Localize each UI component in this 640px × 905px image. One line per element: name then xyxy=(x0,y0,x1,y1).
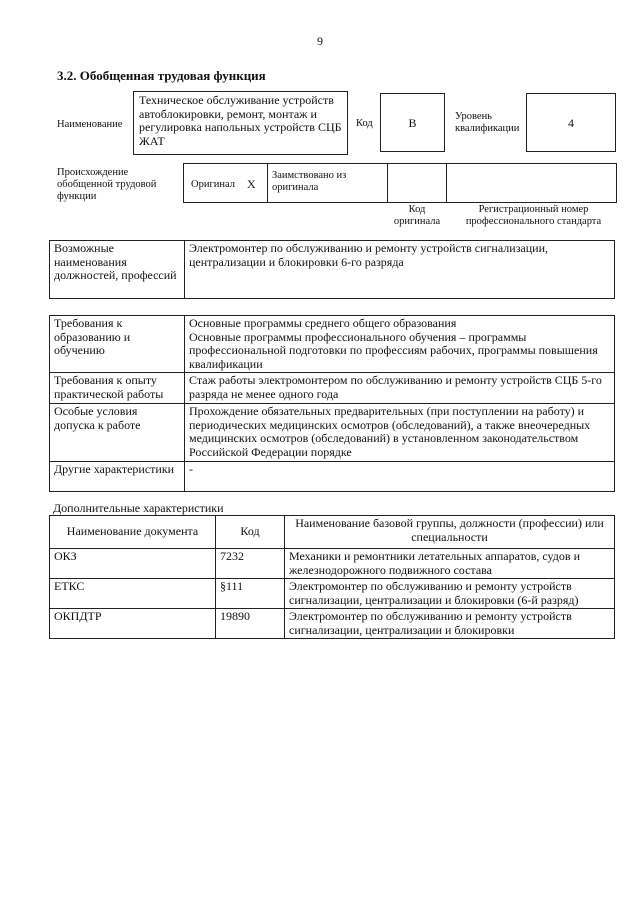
additional-table xyxy=(49,515,615,639)
page-number: 9 xyxy=(317,34,323,48)
borrowed-label: Заимствовано из оригинала xyxy=(272,170,347,193)
additional-row xyxy=(50,549,615,579)
document-code: 7232 xyxy=(216,549,285,579)
additional-row xyxy=(50,579,615,609)
section-title: 3.2. Обобщенная трудовая функция xyxy=(57,68,266,83)
code-label: Код xyxy=(356,118,373,129)
requirement-row xyxy=(50,373,615,404)
code-value: B xyxy=(408,116,417,130)
requirement-row xyxy=(50,462,615,492)
name-value: Техническое обслуживание устройств автоблокировки, ремонт, монтаж и регулировка напольных устройств СЦБ ЖАТ xyxy=(139,93,342,148)
requirement-label: Особые условия допуска к работе xyxy=(50,404,185,462)
column-header: Наименование документа xyxy=(50,516,216,549)
reg-number-caption: Регистрационный номер профессионального стандарта xyxy=(465,204,602,227)
additional-title: Дополнительные характеристики xyxy=(53,501,224,515)
requirement-value: - xyxy=(185,462,615,492)
requirement-row xyxy=(50,316,615,373)
code-original-caption: Код оригинала xyxy=(393,204,441,227)
level-value-box xyxy=(526,93,616,152)
name-label: Наименование xyxy=(57,119,123,130)
group-name: Электромонтер по обслуживанию и ремонту устройств сигнализации, централизации и блокировки (6-й разряд) xyxy=(285,579,615,609)
group-name: Электромонтер по обслуживанию и ремонту устройств сигнализации, централизации и блокировки xyxy=(285,609,615,639)
level-label: Уровень квалификации xyxy=(455,111,520,134)
additional-row xyxy=(50,609,615,639)
positions-table xyxy=(49,240,615,299)
group-name: Механики и ремонтники летательных аппаратов, судов и железнодорожного подвижного состава xyxy=(285,549,615,579)
origin-label: Происхождение обобщенной трудовой функции xyxy=(57,167,157,202)
name-value-box xyxy=(133,91,348,155)
original-label: Оригинал xyxy=(191,179,235,190)
requirements-table xyxy=(49,315,615,492)
requirement-value: Прохождение обязательных предварительных (при поступлении на работу) и периодических медицинских осмотров (обследований), а также внеочередных медицинских осмотров (обследований) в установленном законодательством Российской Федерации порядке xyxy=(185,404,615,462)
positions-value: Электромонтер по обслуживанию и ремонту устройств сигнализации, централизации и блокировки 6-го разряда xyxy=(185,241,615,299)
document-name: ЕТКС xyxy=(50,579,216,609)
column-header: Код xyxy=(216,516,285,549)
document-name: ОКЗ xyxy=(50,549,216,579)
requirement-label: Требования к опыту практической работы xyxy=(50,373,185,404)
additional-header-row xyxy=(50,516,615,549)
level-value: 4 xyxy=(568,116,574,130)
requirement-label: Другие характеристики xyxy=(50,462,185,492)
requirement-value: Стаж работы электромонтером по обслуживанию и ремонту устройств СЦБ 5-го разряда не менее одного года xyxy=(185,373,615,404)
requirement-label: Требования к образованию и обучению xyxy=(50,316,185,373)
code-value-box xyxy=(380,93,445,152)
original-mark: X xyxy=(247,177,256,191)
document-name: ОКПДТР xyxy=(50,609,216,639)
positions-label: Возможные наименования должностей, профессий xyxy=(50,241,185,299)
column-header: Наименование базовой группы, должности (профессии) или специальности xyxy=(285,516,615,549)
document-code: §111 xyxy=(216,579,285,609)
requirement-value: Основные программы среднего общего образования Основные программы профессионального обучения – программы профессиональной подготовки по профессиям рабочих, программы повышения квалификации xyxy=(185,316,615,373)
requirement-row xyxy=(50,404,615,462)
document-code: 19890 xyxy=(216,609,285,639)
